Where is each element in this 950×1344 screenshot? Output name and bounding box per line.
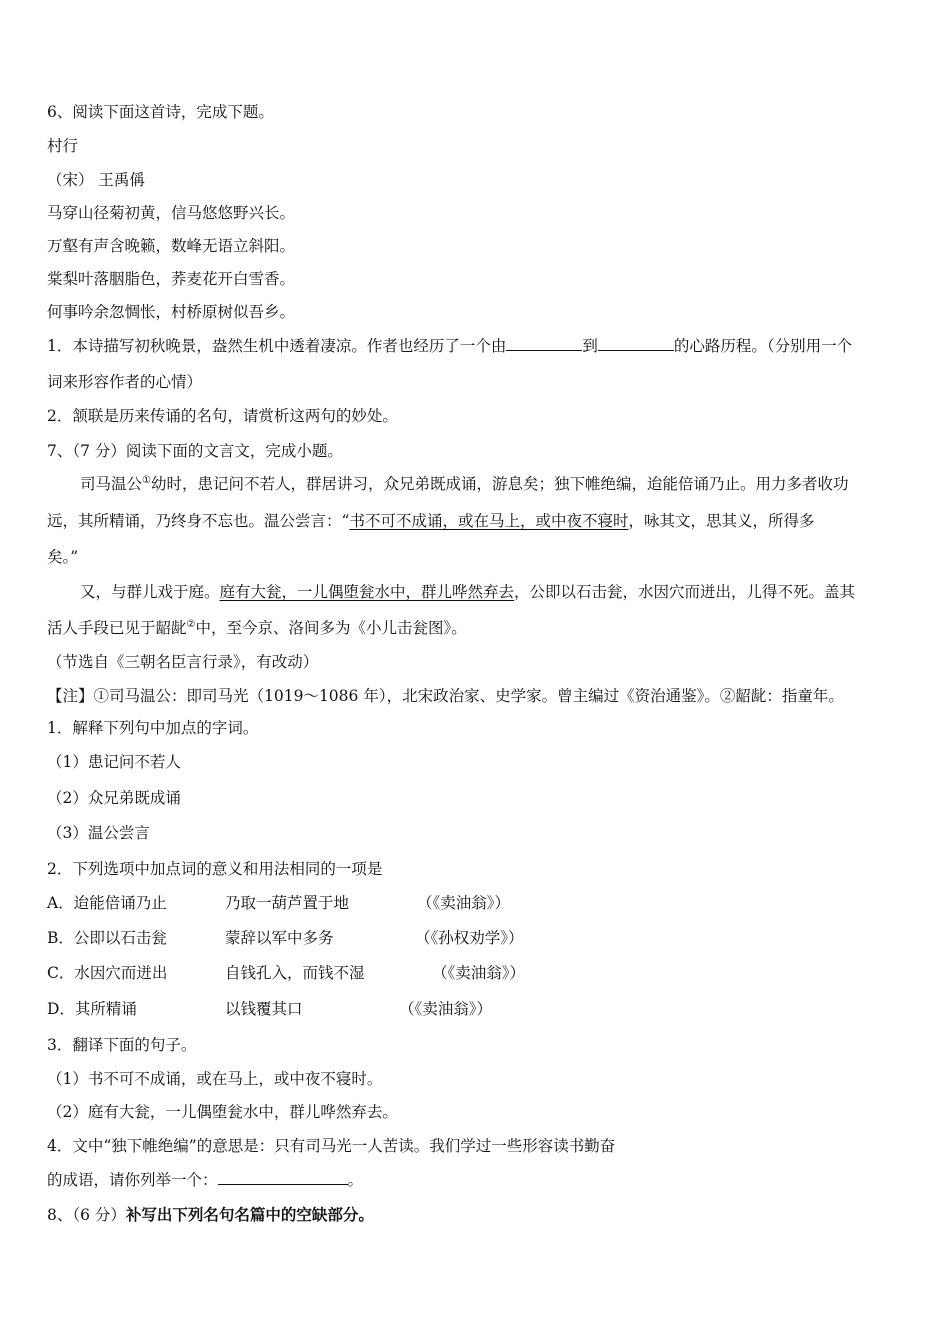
option-a[interactable] (47, 893, 511, 913)
footnote-mark: ① (142, 474, 151, 486)
option-source: （《卖油翁》） (399, 1000, 493, 1018)
q6-item-1-cont: 词来形容作者的心情） (47, 373, 203, 391)
passage-text: 又，与群儿戏于庭。 (80, 583, 220, 601)
passage-text: ，咏其文，思其义，所得多 (628, 512, 815, 530)
q6-header: 6、阅读下面这首诗，完成下题。 (47, 103, 274, 121)
option-d[interactable] (47, 999, 493, 1019)
passage-p1-line1 (80, 474, 849, 494)
sub1-item-1: （1）患记问不若人 (47, 753, 181, 771)
sub4-line1: 4．文中“独下帷绝编”的意思是：只有司马光一人苦读。我们学过一些形容读书勤奋 (47, 1137, 616, 1155)
poem-author: （宋） 王禹偁 (47, 171, 145, 189)
q6-item-1 (47, 336, 852, 356)
q6-item-1-text-c: 的心路历程。（分别用一个 (673, 337, 853, 355)
footnote-mark: ② (186, 618, 196, 630)
underlined-sentence: 书不可不成诵，或在马上，或中夜不寝时 (349, 512, 629, 530)
option-text: D．其所精诵 (47, 1000, 137, 1018)
passage-text: ，公即以石击瓮，水因穴而迸出，儿得不死。盖其 (514, 583, 856, 601)
poem-line-3: 棠梨叶落胭脂色，荞麦花开白雪香。 (47, 270, 296, 288)
answer-blank[interactable] (218, 1170, 348, 1185)
option-text: C．水因穴而迸出 (47, 964, 168, 982)
sub4-line2 (47, 1170, 363, 1190)
option-source: （《卖油翁》） (432, 964, 526, 982)
passage-text: 幼时，患记问不若人，群居讲习，众兄弟既成诵，游息矣；独下帷绝编，迨能倍诵乃止。用力多者收功 (150, 475, 849, 493)
option-compare: 自钱孔入，而钱不湿 (225, 964, 365, 982)
sub1-item-3: （3）温公尝言 (47, 824, 150, 842)
passage-text: 中，至今京、洛间多为《小儿击瓮图》。 (195, 619, 467, 637)
q6-item-2: 2．颔联是历来传诵的名句，请赏析这两句的妙处。 (47, 407, 398, 425)
q8-header-text: 补写出下列名句名篇中的空缺部分。 (125, 1205, 374, 1224)
poem-line-1: 马穿山径菊初黄，信马悠悠野兴长。 (47, 204, 296, 222)
passage-p1-line3: 矣。” (47, 548, 79, 566)
sub3-title: 3．翻译下面的句子。 (47, 1036, 197, 1054)
passage-p2-line2 (47, 618, 467, 638)
q7-header: 7、（7 分）阅读下面的文言文，完成小题。 (47, 442, 343, 460)
option-text: B．公即以石击瓮 (47, 929, 167, 947)
option-c[interactable] (47, 963, 526, 983)
option-b[interactable] (47, 928, 524, 948)
passage-text: 远，其所精诵，乃终身不忘也。温公尝言：“ (47, 512, 350, 530)
passage-text: 司马温公 (80, 475, 143, 493)
option-compare: 以钱覆其口 (225, 1000, 303, 1018)
sub1-title: 1．解释下列句中加点的字词。 (47, 719, 259, 737)
sub2-title: 2．下列选项中加点词的意义和用法相同的一项是 (47, 860, 383, 878)
passage-text: 活人手段已见于龆龀 (47, 619, 187, 637)
passage-p2-line1 (80, 582, 855, 602)
passage-note: 【注】①司马温公：即司马光（1019～1086 年），北宋政治家、史学家。曾主编过《资治通鉴》。②龆龀：指童年。 (47, 687, 844, 705)
sub1-item-2: （2）众兄弟既成诵 (47, 789, 181, 807)
answer-blank[interactable] (506, 336, 582, 351)
sub3-item-2: （2）庭有大瓮，一儿偶堕瓮水中，群儿哗然弃去。 (47, 1103, 398, 1121)
q6-item-1-text-b: 到 (582, 337, 598, 355)
q8-header-number: 8、（6 分） (47, 1206, 126, 1224)
option-source: （《孙权劝学》） (415, 929, 524, 947)
option-source: （《卖油翁》） (417, 894, 511, 912)
passage-p1-line2 (47, 511, 814, 531)
passage-source: （节选自《三朝名臣言行录》，有改动） (47, 653, 319, 671)
answer-blank[interactable] (598, 336, 674, 351)
q8-header (47, 1205, 374, 1225)
sub4-text-end: 。 (347, 1171, 364, 1189)
poem-line-4: 何事吟余忽惆怅，村桥原树似吾乡。 (47, 303, 296, 321)
q6-item-1-text-a: 1．本诗描写初秋晚景，盎然生机中透着凄凉。作者也经历了一个由 (47, 337, 507, 355)
option-compare: 蒙辞以军中多务 (225, 929, 334, 947)
poem-title: 村行 (47, 137, 79, 155)
sub4-text: 的成语，请你列举一个： (47, 1171, 218, 1189)
poem-line-2: 万壑有声含晚籁，数峰无语立斜阳。 (47, 237, 296, 255)
underlined-sentence: 庭有大瓮，一儿偶堕瓮水中，群儿哗然弃去 (219, 583, 515, 601)
sub3-item-1: （1）书不可不成诵，或在马上，或中夜不寝时。 (47, 1070, 383, 1088)
option-compare: 乃取一葫芦置于地 (225, 894, 350, 912)
option-text: A．迨能倍诵乃止 (47, 894, 167, 912)
